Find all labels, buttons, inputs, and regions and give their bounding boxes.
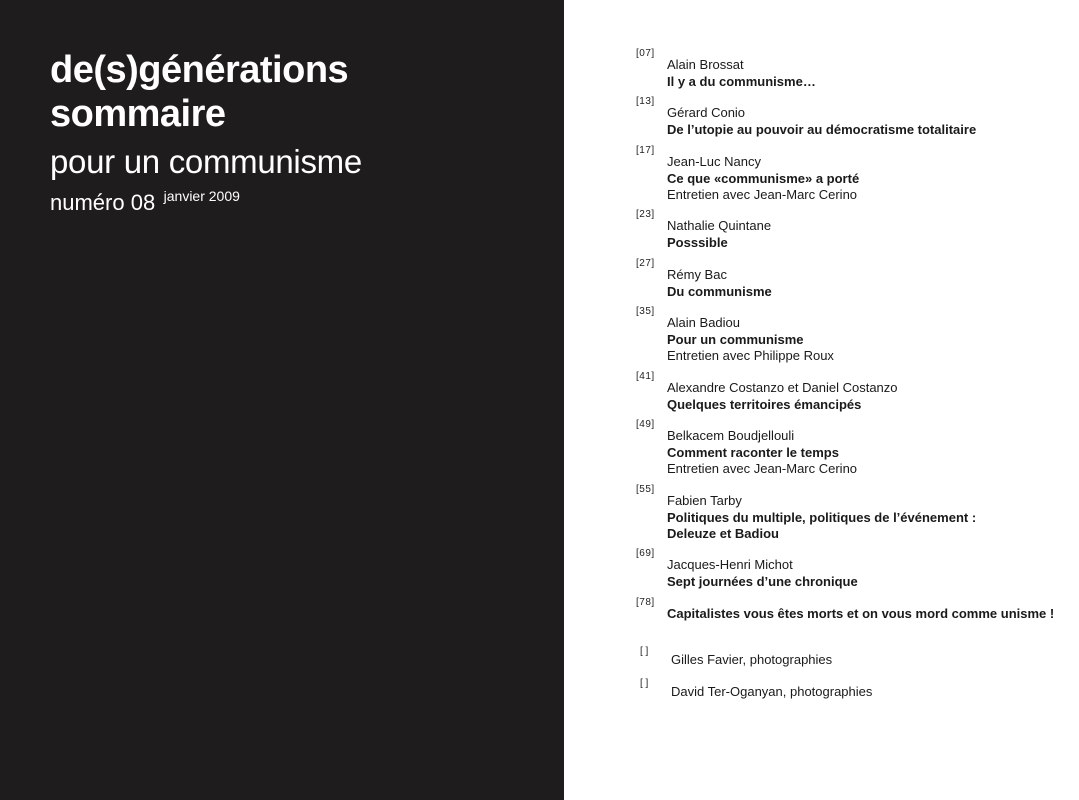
entry-note: Entretien avec Jean-Marc Cerino <box>667 187 858 202</box>
issue-date: janvier 2009 <box>163 188 240 204</box>
photo-bracket: [ ] <box>640 646 649 657</box>
page-number: [78] <box>636 597 655 608</box>
issue-theme: pour un communisme <box>50 143 362 180</box>
page-number: [13] <box>636 96 655 107</box>
entry-title: Du communisme <box>667 283 772 299</box>
photo-credit-text: David Ter-Oganyan, photographies <box>671 684 873 699</box>
entry-author: Jacques-Henri Michot <box>667 557 793 572</box>
page-number: [41] <box>636 371 655 382</box>
entry-author: Alexandre Costanzo et Daniel Costanzo <box>667 380 898 395</box>
entry-note: Entretien avec Jean-Marc Cerino <box>667 461 858 476</box>
entry-author: Jean-Luc Nancy <box>667 154 761 169</box>
entry-author: Belkacem Boudjellouli <box>667 428 795 443</box>
entry-author: Fabien Tarby <box>667 493 742 508</box>
page-number: [23] <box>636 209 655 220</box>
entry-title: Politiques du multiple, politiques de l’événement : Deleuze et Badiou <box>667 509 977 541</box>
entry-author: Gérard Conio <box>667 105 746 120</box>
entry-author: Alain Badiou <box>667 315 740 330</box>
entry-title: Pour un communisme <box>667 331 804 347</box>
photo-bracket: [ ] <box>640 678 649 689</box>
photo-credit-text: Gilles Favier, photographies <box>671 652 833 667</box>
issue-line <box>50 190 362 216</box>
entry-title: Quelques territoires émancipés <box>667 396 862 412</box>
entry-author: Rémy Bac <box>667 267 727 282</box>
entry-author: Alain Brossat <box>667 57 744 72</box>
page-number: [17] <box>636 145 655 156</box>
page-number: [07] <box>636 48 655 59</box>
issue-number: numéro 08 <box>50 190 156 215</box>
entry-title: Comment raconter le temps <box>667 444 839 460</box>
cover-title-block <box>50 48 362 216</box>
page-number: [27] <box>636 258 655 269</box>
entry-note: Entretien avec Philippe Roux <box>667 348 834 363</box>
entry-title: Sept journées d’une chronique <box>667 573 858 589</box>
entry-title: Capitalistes vous êtes morts et on vous mord comme unisme ! <box>667 606 1055 621</box>
page-number: [49] <box>636 419 655 430</box>
entry-title: Posssible <box>667 234 728 250</box>
page-number: [55] <box>636 484 655 495</box>
page-number: [69] <box>636 548 655 559</box>
page-number: [35] <box>636 306 655 317</box>
section-title: sommaire <box>50 93 226 135</box>
entry-title: De l’utopie au pouvoir au démocratisme totalitaire <box>667 121 977 137</box>
entry-author: Nathalie Quintane <box>667 218 772 233</box>
contents-panel <box>564 0 1079 800</box>
magazine-title: de(s)générations <box>50 49 349 91</box>
entry-title: Il y a du communisme… <box>667 73 816 89</box>
entry-title: Ce que «communisme» a porté <box>667 170 860 186</box>
